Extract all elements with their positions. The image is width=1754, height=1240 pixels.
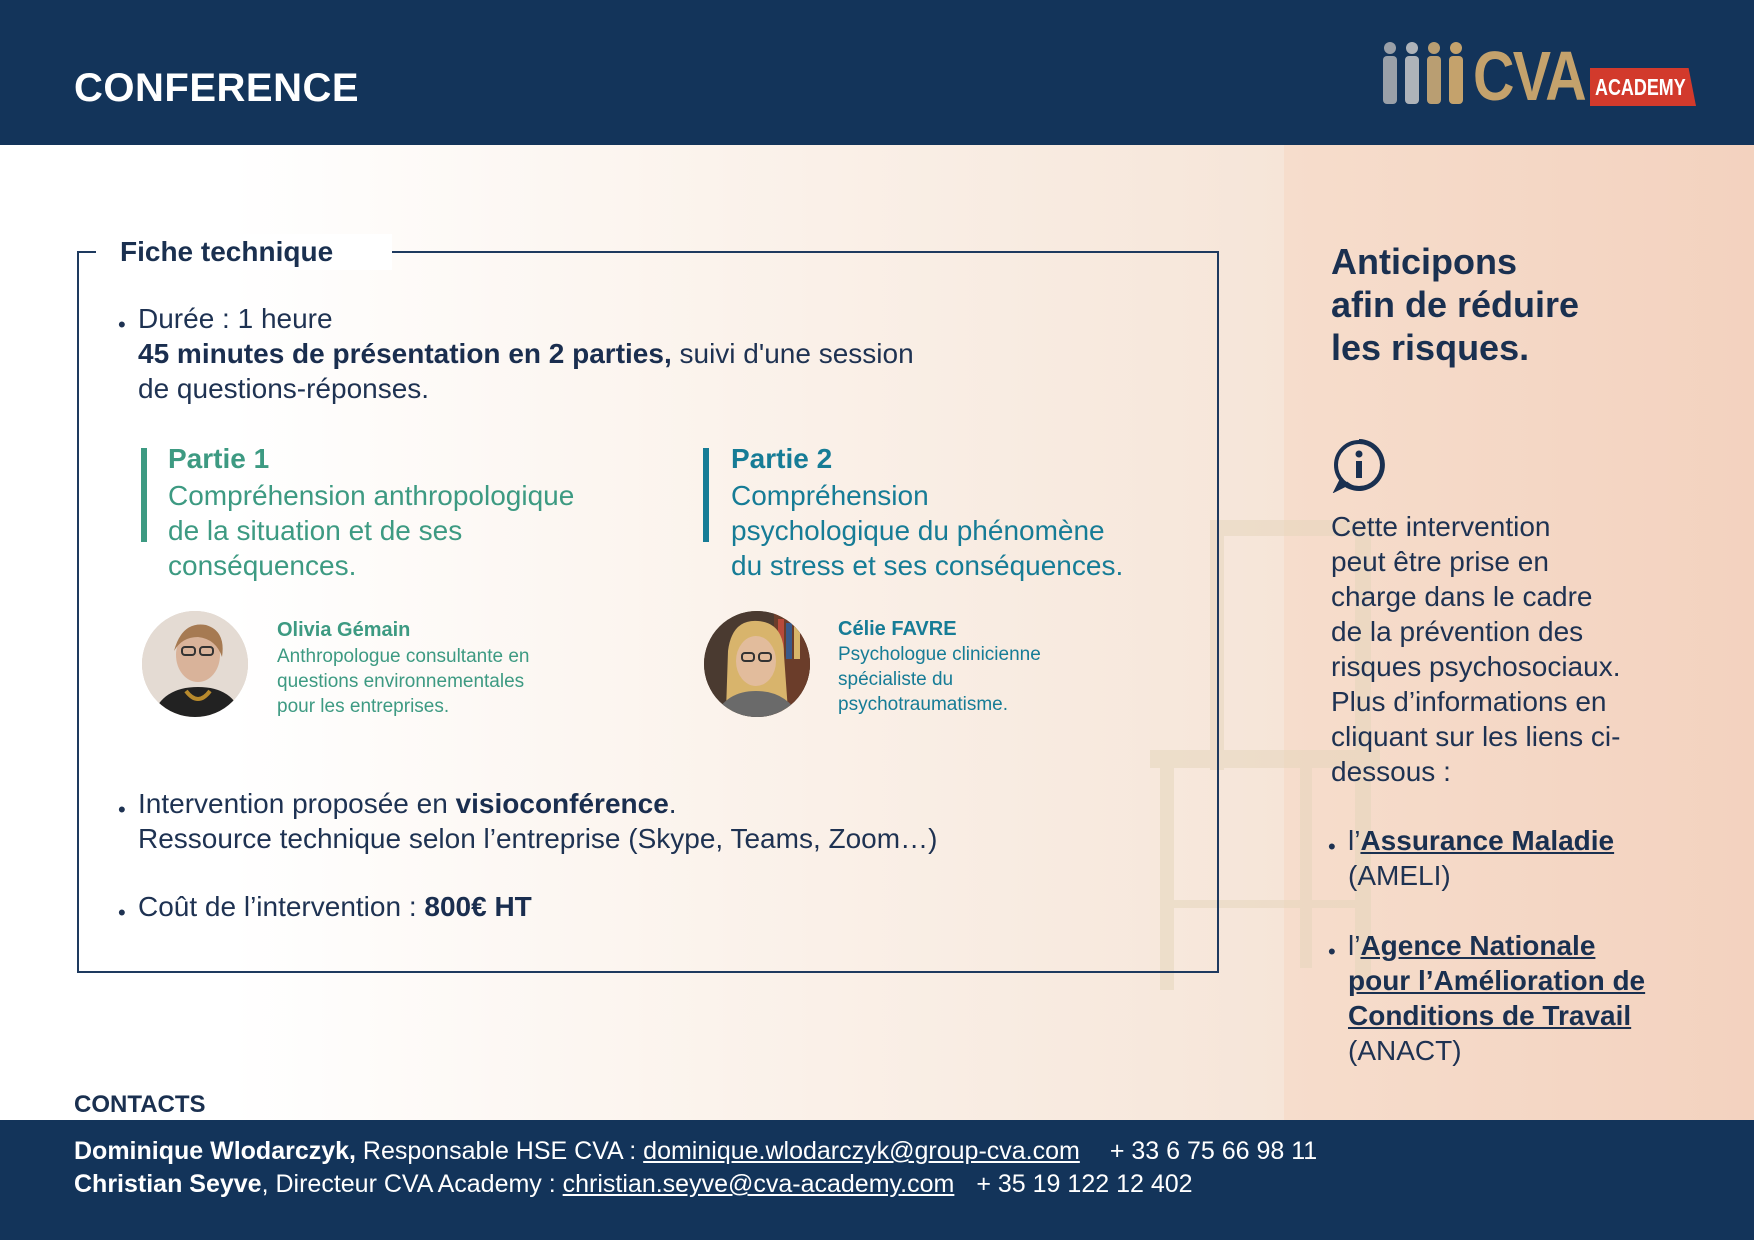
speaker-celie-role: [838, 642, 1041, 717]
header-bar: [0, 0, 1754, 145]
contact-phone: + 35 19 122 12 402: [976, 1170, 1193, 1198]
cout-value: 800€ HT: [424, 891, 532, 922]
contact-role: , Directeur CVA Academy :: [261, 1170, 563, 1198]
part2-desc: [731, 478, 1123, 583]
sidebar-info-text: [1331, 509, 1711, 789]
sidebar-title: [1331, 240, 1579, 369]
link2-prefix: l’: [1348, 930, 1361, 961]
contact-phone: + 33 6 75 66 98 11: [1109, 1137, 1318, 1165]
intervention-bold: visioconférence: [455, 788, 669, 819]
part1-desc-line: Compréhension anthropologique: [168, 480, 575, 511]
contact-name: Dominique Wlodarczyk,: [74, 1137, 356, 1165]
role-line: spécialiste du: [838, 669, 954, 690]
part1-desc-line: de la situation et de ses: [168, 515, 463, 546]
sidebar-title-line: Anticipons: [1331, 241, 1517, 282]
bullet: •: [118, 900, 126, 925]
bullet: •: [118, 797, 126, 822]
contacts-label: CONTACTS: [74, 1091, 206, 1118]
speaker-celie-name: Célie FAVRE: [838, 618, 957, 640]
avatar-celie-icon: [704, 611, 810, 717]
part2-accent-bar: [703, 448, 709, 542]
sidebar-title-line: les risques.: [1331, 327, 1530, 368]
intervention-line2: Ressource technique selon l’entreprise (Skype, Teams, Zoom…): [138, 823, 938, 854]
assurance-maladie-link[interactable]: Assurance Maladie: [1360, 825, 1615, 856]
page-title: CONFERENCE: [74, 66, 360, 110]
duree-detail-line: [138, 336, 914, 371]
bullet: •: [1328, 939, 1336, 964]
info-line: Cette intervention: [1331, 511, 1551, 542]
contact-row: [74, 1170, 1193, 1199]
link1-line: [1348, 823, 1614, 858]
duree-rest: suivi d'une session: [671, 338, 914, 369]
duree-bold: 45 minutes de présentation en 2 parties,: [138, 338, 672, 369]
footer-bar: [0, 1120, 1754, 1240]
duree-line3: de questions-réponses.: [138, 373, 430, 404]
part1-title: Partie 1: [168, 443, 270, 474]
link1-prefix: l’: [1348, 825, 1361, 856]
box-title: Fiche technique: [120, 236, 334, 267]
info-line: risques psychosociaux.: [1331, 651, 1621, 682]
cout-label: Coût de l’intervention :: [138, 891, 425, 922]
cva-academy-logo: [1380, 37, 1700, 115]
link2-line: [1348, 963, 1645, 998]
info-line: de la prévention des: [1331, 616, 1584, 647]
role-line: pour les entreprises.: [277, 696, 450, 717]
anact-link[interactable]: Conditions de Travail: [1348, 1000, 1632, 1031]
bullet: •: [1328, 834, 1336, 859]
info-line: dessous :: [1331, 756, 1451, 787]
part2-desc-line: du stress et ses conséquences.: [731, 550, 1124, 581]
part2-title: Partie 2: [731, 443, 833, 474]
contact-email-link[interactable]: dominique.wlodarczyk@group-cva.com: [643, 1137, 1080, 1165]
logo-text: CVA: [1473, 37, 1586, 115]
link2-line: [1348, 998, 1631, 1033]
anact-link[interactable]: Agence Nationale: [1360, 930, 1596, 961]
intervention-line: [138, 786, 677, 821]
role-line: Psychologue clinicienne: [838, 644, 1041, 665]
info-line: cliquant sur les liens ci-: [1331, 721, 1621, 752]
academy-badge-text: ACADEMY: [1595, 74, 1686, 100]
info-line: peut être prise en: [1331, 546, 1549, 577]
people-logo-icon: [1380, 42, 1472, 108]
info-icon: [1331, 437, 1387, 493]
avatar-olivia-icon: [142, 611, 248, 717]
speaker-olivia-role: [277, 644, 529, 719]
link1-abbr: (AMELI): [1348, 860, 1451, 891]
speaker-olivia-name: Olivia Gémain: [277, 619, 411, 641]
contact-row: [74, 1137, 1317, 1166]
role-line: Anthropologue consultante en: [277, 646, 530, 667]
link2-abbr: (ANACT): [1348, 1035, 1462, 1066]
part1-desc-line: conséquences.: [168, 550, 357, 581]
part2-desc-line: Compréhension: [731, 480, 929, 511]
sidebar-title-line: afin de réduire: [1331, 284, 1580, 325]
avatar-olivia: [142, 611, 248, 717]
role-line: psychotraumatisme.: [838, 694, 1009, 715]
avatar-celie: [704, 611, 810, 717]
contact-role: Responsable HSE CVA :: [355, 1137, 644, 1165]
contact-email-link[interactable]: christian.seyve@cva-academy.com: [562, 1170, 955, 1198]
part1-desc: [168, 478, 574, 583]
intervention-suffix: .: [668, 788, 677, 819]
role-line: questions environnementales: [277, 671, 525, 692]
cout-line: [138, 889, 532, 924]
info-line: charge dans le cadre: [1331, 581, 1593, 612]
contact-name: Christian Seyve: [74, 1170, 262, 1198]
intervention-prefix: Intervention proposée en: [138, 788, 456, 819]
duree-line: Durée : 1 heure: [138, 303, 333, 334]
bullet: •: [118, 312, 126, 337]
part1-accent-bar: [141, 448, 147, 542]
anact-link[interactable]: pour l’Amélioration de: [1348, 965, 1646, 996]
info-line: Plus d’informations en: [1331, 686, 1607, 717]
part2-desc-line: psychologique du phénomène: [731, 515, 1105, 546]
link2-line: [1348, 928, 1595, 963]
